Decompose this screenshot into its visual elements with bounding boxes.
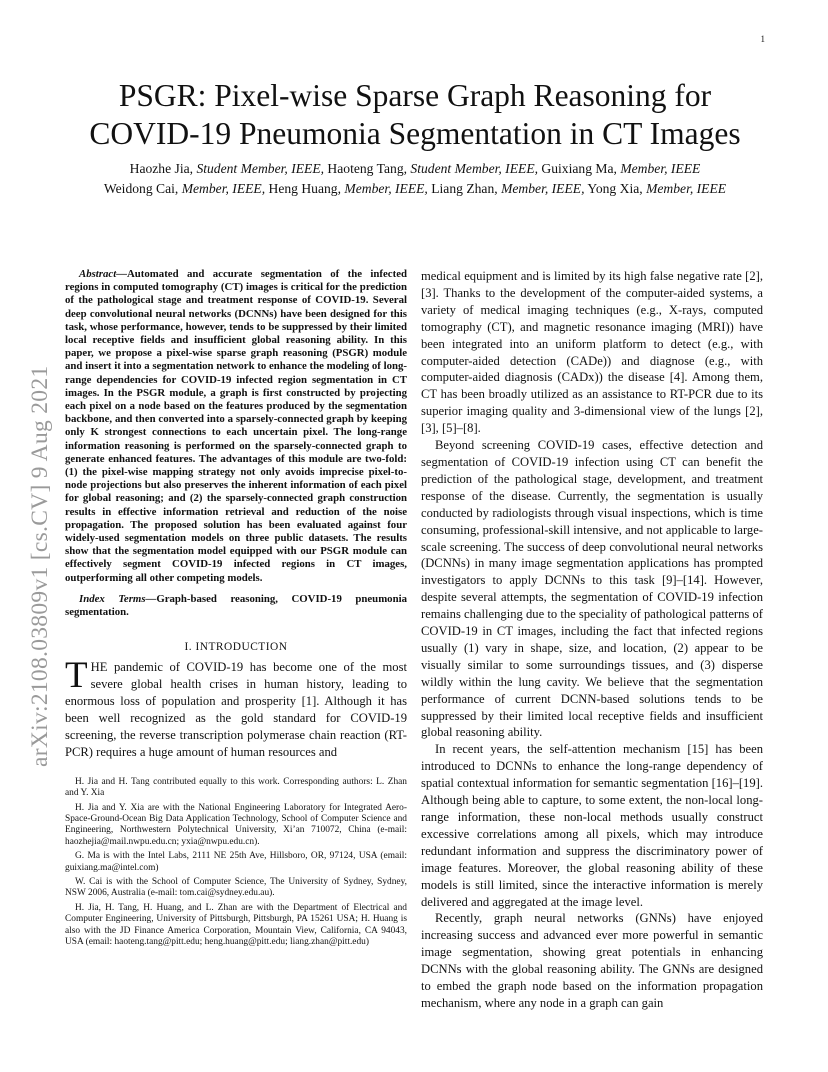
author-list [80, 159, 750, 199]
intro-text: pandemic of COVID-19 has become one of the most severe global health crises in human history, leading to enormous loss of population and prosperity [1]. Although it has been well recognized as the gold standard for COVID-19 screening, the reverse transcription polymerase chain reaction (RT-PCR) requires a huge amount of human resources and [65, 660, 407, 759]
drop-cap: T [65, 655, 88, 697]
author-role: Student Member, IEEE, [410, 161, 539, 176]
left-column [65, 268, 407, 951]
intro-small-caps: HE [90, 660, 108, 675]
introduction-paragraph [65, 655, 407, 760]
index-terms [65, 593, 407, 619]
author-name: Haoteng Tang, [324, 161, 411, 176]
author-role: Member, IEEE [646, 181, 727, 196]
footnote: H. Jia, H. Tang, H. Huang, and L. Zhan are with the Department of Electrical and Computer Engineering, University of Pittsburgh, Pittsburgh, PA 15261 USA; H. Huang is also with the JD Finance America Corporation, Mountain View, California, CA 94043, USA (email: haoteng.tang@pitt.edu; heng.huang@pitt.edu; liang.zhan@pitt.edu) [65, 902, 407, 947]
body-paragraph: medical equipment and is limited by its high false negative rate [2], [3]. Thanks to the development of the computer-aided systems, a variety of medical imaging techniques (e.g., X-rays, computed tomography (CT), and magnetic resonance imaging (MRI)) have been integrated into an uniform platform to detect (e.g., with computer-aided detection (CADe)) and diagnose (e.g., with computer-aided diagnosis (CADx)) the disease [4]. Among them, CT has been broadly utilized as an assistance to RT-PCR due to its superior imaging quality and 3-dimensional view of the lungs [2], [3], [5]–[8]. [421, 269, 763, 436]
index-terms-label: Index Terms— [79, 592, 157, 605]
index-terms-text: Graph-based reasoning, COVID-19 pneumonia segmentation. [65, 592, 407, 619]
footnotes [65, 777, 407, 949]
author-name: Heng Huang, [265, 181, 345, 196]
right-column [421, 268, 763, 1012]
abstract-text: Automated and accurate segmentation of the infected regions in computed tomography (CT) images is critical for the prediction of the pathological stage and treatment response of COVID-19. Several deep convolutional neural networks (DCNNs) have been designed for this task, whose performance, however, tends to be suppressed by their limited local receptive fields and insufficient global reasoning ability. In this paper, we propose a pixel-wise sparse graph reasoning (PSGR) module and insert it into a segmentation network to enhance the modeling of long-range dependencies for COVID-19 infected region segmentation in CT images. In the PSGR module, a graph is first constructed by projecting each pixel on a node based on the features produced by the segmentation backbone, and then converted into a sparsely-connected graph by keeping only K strongest connections to each uncertain pixel. The long-range information reasoning is performed on the sparsely-connected graph to generate enhanced features. The advantages of this module are two-fold: (1) the pixel-wise mapping strategy not only avoids imprecise pixel-to-node projections but also preserves the inherent information of each pixel for global reasoning; and (2) the sparsely-connected graph construction results in effective information retrieval and reduction of the noise propagation. The proposed solution has been evaluated against four widely-used segmentation models on three public datasets. The results show that the segmentation model equipped with our PSGR module can effectively segment COVID-19 infected regions in CT images, outperforming all other competing models. [65, 268, 407, 584]
author-role: Member, IEEE [620, 161, 701, 176]
author-role: Member, IEEE, [344, 181, 428, 196]
title-line-2: COVID-19 Pneumonia Segmentation in CT Images [89, 116, 741, 151]
footnote: W. Cai is with the School of Computer Science, The University of Sydney, Sydney, NSW 2006, Australia (e-mail: tom.cai@sydney.edu.au). [65, 876, 407, 899]
author-role: Member, IEEE, [501, 181, 585, 196]
arxiv-identifier-stamp: arXiv:2108.03809v1 [cs.CV] 9 Aug 2021 [27, 365, 53, 767]
author-name: Liang Zhan, [427, 181, 502, 196]
author-role: Student Member, IEEE, [196, 161, 325, 176]
section-heading-introduction: I. INTRODUCTION [184, 641, 288, 654]
title-line-1: PSGR: Pixel-wise Sparse Graph Reasoning for [118, 78, 712, 113]
footnote: H. Jia and Y. Xia are with the National Engineering Laboratory for Integrated Aero-Space-Ground-Ocean Big Data Application Technology, School of Computer Science and Engineering, Northwestern Polytechnical University, Xi’an 710072, China (e-mail: haozhejia@mail.nwpu.edu.cn; yxia@nwpu.edu.cn). [65, 802, 407, 847]
author-name: Yong Xia, [584, 181, 647, 196]
page-number: 1 [760, 34, 765, 44]
body-paragraph: Recently, graph neural networks (GNNs) have enjoyed increasing success and advanced ever more powerful in semantic image segmentation, showing great potentials in enhancing DCNNs with the global reasoning ability. The GNNs are designed to embed the graph node based on the information propagation mechanism, where any node in a graph can gain [421, 911, 763, 1010]
paper-title [40, 77, 790, 153]
footnote: G. Ma is with the Intel Labs, 2111 NE 25th Ave, Hillsboro, OR, 97124, USA (email: guixiang.ma@intel.com) [65, 851, 407, 873]
body-paragraph: Beyond screening COVID-19 cases, effective detection and segmentation of COVID-19 infection using CT can benefit the prediction of the pathological stage, development, and treatment response of the disease. Currently, the segmentation is usually conducted by radiologists through visual inspections, which is time consuming, professional-skill intensive, and not applicable to large-scale screening. The success of deep convolutional neural networks (DCNNs) in many image segmentation applications has prompted investigators to apply DCNNs to this task [9]–[14]. However, despite several attempts, the segmentation of COVID-19 infection remains challenging due to the speciality of pathological patterns of COVID-19 in CT images, including the fact that infected regions usually (1) vary in shape, size, and location, (2) appear to be visually similar to some surroundings tissues, and (3) disperse wildly within the lung cavity. We believe that the segmentation performance of current DCNN-based solutions tends to be suppressed by their limited local receptive fields and insufficient global reasoning ability. [421, 438, 763, 740]
abstract-label: Abstract— [79, 268, 127, 280]
abstract [65, 268, 407, 585]
footnote: H. Jia and H. Tang contributed equally to this work. Corresponding authors: L. Zhan and Y. Xia [65, 776, 407, 799]
author-role: Member, IEEE, [181, 181, 266, 196]
body-paragraph: In recent years, the self-attention mechanism [15] has been introduced to DCNNs to enhance the long-range dependency of spatial contextual information for semantic segmentation [16]–[19]. Although being able to capture, to some extent, the non-local long-range information, these non-local methods usually construct excessive correlations among all pixels, which may introduce redundant information and suppress the discriminatory power of image features. Moreover, the global reasoning ability of these models is still limited, since the interactive information is merely delivered and aggregated at the image level. [421, 742, 763, 909]
author-name: Haozhe Jia, [129, 161, 197, 176]
author-name: Weidong Cai, [103, 181, 182, 196]
author-name: Guixiang Ma, [538, 161, 621, 176]
